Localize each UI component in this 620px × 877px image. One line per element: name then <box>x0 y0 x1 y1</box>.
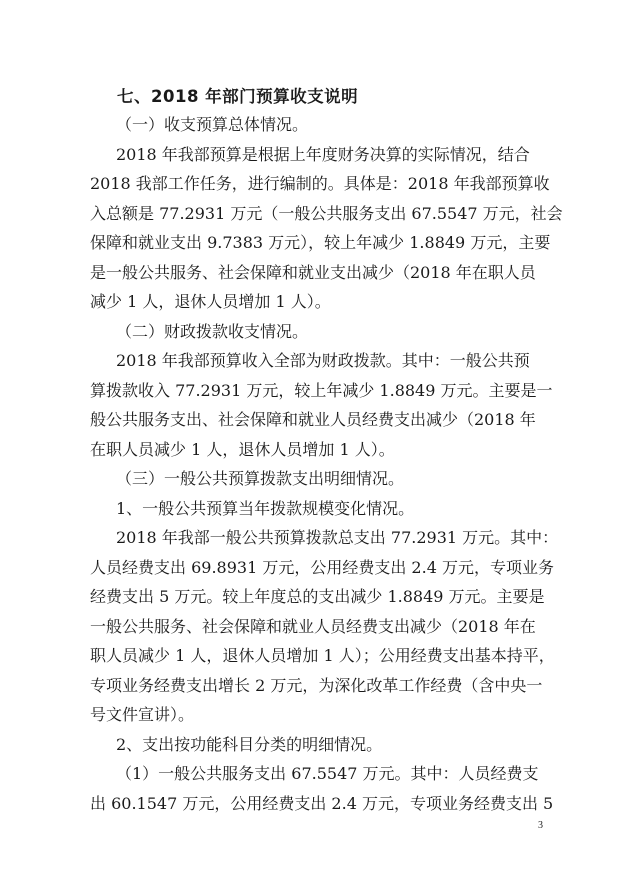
text-line: 职人员减少 1 人，退休人员增加 1 人）；公用经费支出基本持平， <box>90 646 555 665</box>
text-line: 算拨款收入 77.2931 万元，较上年减少 1.8849 万元。主要是一 <box>90 380 553 400</box>
text-line: 2018 我部工作任务，进行编制的。具体是：2018 年我部预算收 <box>90 174 550 193</box>
subheading-overall: （一）收支预算总体情况。 <box>116 115 309 134</box>
subheading-expenditure-detail: （三）一般公共预算拨款支出明细情况。 <box>116 469 405 488</box>
text-line: 减少 1 人，退休人员增加 1 人）。 <box>90 292 331 311</box>
text-line: 出 60.1547 万元，公用经费支出 2.4 万元，专项业务经费支出 5 <box>90 793 554 813</box>
text-line: 号文件宣讲）。 <box>90 705 195 724</box>
subheading-fiscal-allocation: （二）财政拨款收支情况。 <box>116 321 309 341</box>
text-line: （1）一般公共服务支出 67.5547 万元。其中：人员经费支 <box>116 764 539 783</box>
text-line: 般公共服务支出、社会保障和就业人员经费支出减少（2018 年 <box>90 410 536 429</box>
body-text <box>90 110 563 818</box>
text-line: 是一般公共服务、社会保障和就业支出减少（2018 年在职人员 <box>90 262 536 282</box>
text-line: 经费支出 5 万元。较上年度总的支出减少 1.8849 万元。主要是 <box>90 587 545 606</box>
text-line: 人员经费支出 69.8931 万元，公用经费支出 2.4 万元，专项业务 <box>90 557 554 577</box>
numbered-item-2: 2、支出按功能科目分类的明细情况。 <box>116 734 383 754</box>
text-line: 专项业务经费支出增长 2 万元，为深化改革工作经费（含中央一 <box>90 675 543 695</box>
text-line: 2018 年我部预算是根据上年度财务决算的实际情况，结合 <box>116 144 530 164</box>
section-heading: 七、2018 年部门预算收支说明 <box>117 87 359 106</box>
text-line: 在职人员减少 1 人，退休人员增加 1 人）。 <box>90 439 395 459</box>
text-line: 2018 年我部预算收入全部为财政拨款。其中：一般公共预 <box>116 351 530 370</box>
numbered-item-1: 1、一般公共预算当年拨款规模变化情况。 <box>116 498 415 518</box>
text-line: 入总额是 77.2931 万元（一般公共服务支出 67.5547 万元，社会 <box>90 203 563 223</box>
text-line: 2018 年我部一般公共预算拨款总支出 77.2931 万元。其中： <box>116 528 559 547</box>
text-line: 一般公共服务、社会保障和就业人员经费支出减少（2018 年在 <box>90 616 536 636</box>
page-number: 3 <box>538 820 543 831</box>
text-line: 保障和就业支出 9.7383 万元），较上年减少 1.8849 万元，主要 <box>90 233 551 252</box>
